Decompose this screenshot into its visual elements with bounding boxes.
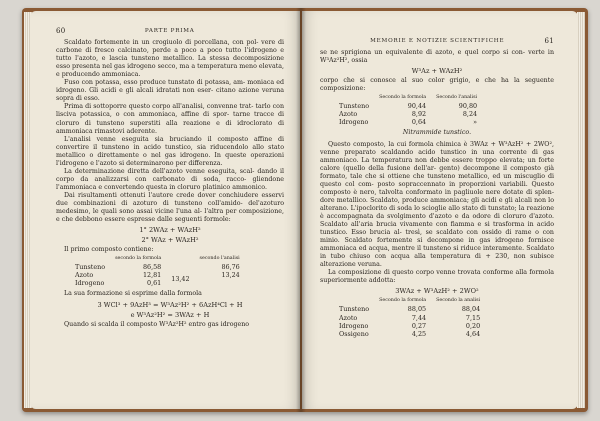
formula: 3 WCl³ + 9AzH³ = W³Az²H² + 6AzH⁴Cl + H — [97, 300, 243, 309]
left-page-number: 60 — [56, 27, 66, 35]
right-page-number: 61 — [544, 37, 554, 45]
formula: 2° WAz + WAzH² — [141, 236, 199, 245]
table-column-header: Secondo la analisi — [436, 298, 481, 304]
table-row: Idrogeno 0,61 — [75, 279, 162, 288]
left-paragraph: Quando si scalda il composto W³Az²H² entro gas idrogeno — [64, 320, 250, 328]
composition-table — [334, 297, 485, 337]
right-running-title: MEMORIE E NOTIZIE SCIENTIFICHE — [370, 38, 505, 44]
table-row: Azoto 8,92 8,24 — [339, 110, 478, 119]
table-row: Tunsteno 86,58 86,76 — [75, 263, 240, 272]
formula: 3WAz + W³AzH² + 2WO² — [395, 287, 479, 296]
formula: 1° 2WAz + WAzH² — [139, 226, 201, 235]
table-column-header: Secondo la formola — [379, 298, 427, 304]
right-page — [302, 11, 578, 409]
left-paragraph: Dai risultamenti ottenuti l'autore crede dover conchiudere esservi due combinazioni di azoturo di tunsteno coll'amido- del'azoturo medesimo, le quali sono assai vicine l'una al- l'altra per composizione, e che debbono essere espresse dalle seguenti formole: — [56, 191, 284, 224]
table-row: Azoto 12,81 13,42 13,24 — [70, 271, 245, 279]
formula: W³Az + WAzH² — [411, 67, 463, 76]
right-page-content — [320, 37, 554, 341]
left-paragraph: Prima di sottoporre questo corpo all'analisi, convenne trat- tarlo con lisciva potassica, o con ammoniaca, affine di spor- tarne tracce di cloruro di tunsteno superstiti alla reazione e di idroclorato di ammoniaca rimastovi aderente. — [56, 103, 284, 135]
left-paragraph: La determinazione diretta dell'azoto venne eseguita, scal- dando il corpo da analizzarsi con carbonato di soda, racco- gliendone l'ammoniaca e convertendo questa in cloruro platinico ammonico. — [56, 167, 284, 191]
right-paragraph: Questo composto, la cui formola chimica è 3WAz + W³AzH² + 2WO², venne preparato scaldando acido tunstico in una corrente di gas ammoniaco. La temperatura non debbe essere troppo elevata; un forte calore (quello della fusione dell'ar- gento) decompone il composto già formato, tale che si ottiene che tunsteno metallico, ed un miscuglio di questo col com- posto sopraccennato in proporzioni variabili. Questo composto è nero, talvolta conformato in pagliuole nere dotate di splen- dore metallico. Scaldato, produce ammoniaca; gli acidi e gli alcali non lo alterano. L'ipoclorito di soda lo scioglie allo stato di tunstato; la reazione è accompagnata da svolgimento d'azoto e da odore di cloruro d'azoto. Scaldato all'aria brucia vivamente con fiamma e si trasforma in acido tunstico. Esso brucia al- tresì, se scaldato con ossido di rame o con minio. Scaldato fortemente si decompone in gas idrogeno fornisce ammoniaca ed acqua, mentre il tunsteno si riduce interamente. Scaldato in tubo chiuso con acqua alla temperatura di + 230, non subisce alterazione veruna. — [320, 140, 554, 269]
table-column-header: Secondo la formola — [379, 95, 427, 101]
right-paragraph: La composizione di questo corpo venne trovata conforme alla formola superiormente addotta: — [320, 269, 554, 285]
left-page — [30, 11, 300, 409]
table-row: Idrogeno 0,27 0,20 — [339, 321, 481, 330]
left-paragraph: Fuso con potassa, esso produce tunstato di potassa, am- moniaca ed idrogeno. Gli acidi e gli alcali idratati non eser- citano azione veruna sopra di esso. — [56, 79, 284, 103]
table-column-header: secondo la formola — [115, 256, 162, 262]
left-paragraph: Scaldato fortemente in un crogiuolo di porcellana, con pol- vere di carbone di fresco calcinato, perde a poco a poco tutto l'idrogeno e tutto l'azoto, e lascia tunsteno metallico. La stessa decomposizione esso presenta nel gas idrogeno secco, ma a temperatura meno elevata, e producendo ammoniaca. — [56, 39, 284, 79]
right-paragraph: se ne sprigiona un equivalente di azoto, e quel corpo si con- verte in W³Az²H², ossia — [320, 49, 554, 65]
table-row: Ossigeno 4,25 4,64 — [339, 329, 481, 338]
left-running-title: PARTE PRIMA — [144, 28, 195, 34]
section-heading: Nitrammide tunstico. — [402, 129, 472, 137]
composition-table — [70, 255, 245, 287]
page-edges-right — [577, 12, 585, 408]
left-paragraph: L'analisi venne eseguita sia bruciando il composto affine di convertire il tunsteno in acido tunstico, sia riducendolo allo stato metallico o direttamente o nel gas idrogeno. In queste operazioni l'idrogeno e l'azoto si determinarono per differenza. — [56, 135, 284, 167]
table-row: Azoto 7,44 7,15 — [339, 313, 481, 322]
right-paragraph: corpo che si conosce al suo color grigio, e che ha la seguente composizione: — [320, 77, 554, 93]
right-running-head — [320, 37, 554, 45]
table-row: Idrogeno 0,64 » — [339, 118, 478, 127]
left-paragraph: La sua formazione si esprime dalla formola — [64, 290, 202, 298]
left-paragraph: Il primo composto contiene: — [64, 246, 154, 254]
composition-table — [334, 94, 482, 126]
table-column-header: Secondo l'analisi — [436, 95, 478, 101]
formula: e W³Az²H² = 3WAz + H — [130, 310, 210, 319]
left-page-content — [56, 27, 284, 329]
table-row: Tunsteno 90,44 90,80 — [339, 102, 478, 111]
table-column-header: secondo l'analisi — [199, 256, 240, 262]
bracket-sum: 13,42 — [171, 275, 190, 284]
book-spine — [296, 8, 306, 412]
left-running-head — [56, 27, 284, 35]
table-row: Tunsteno 88,05 88,04 — [339, 305, 481, 314]
